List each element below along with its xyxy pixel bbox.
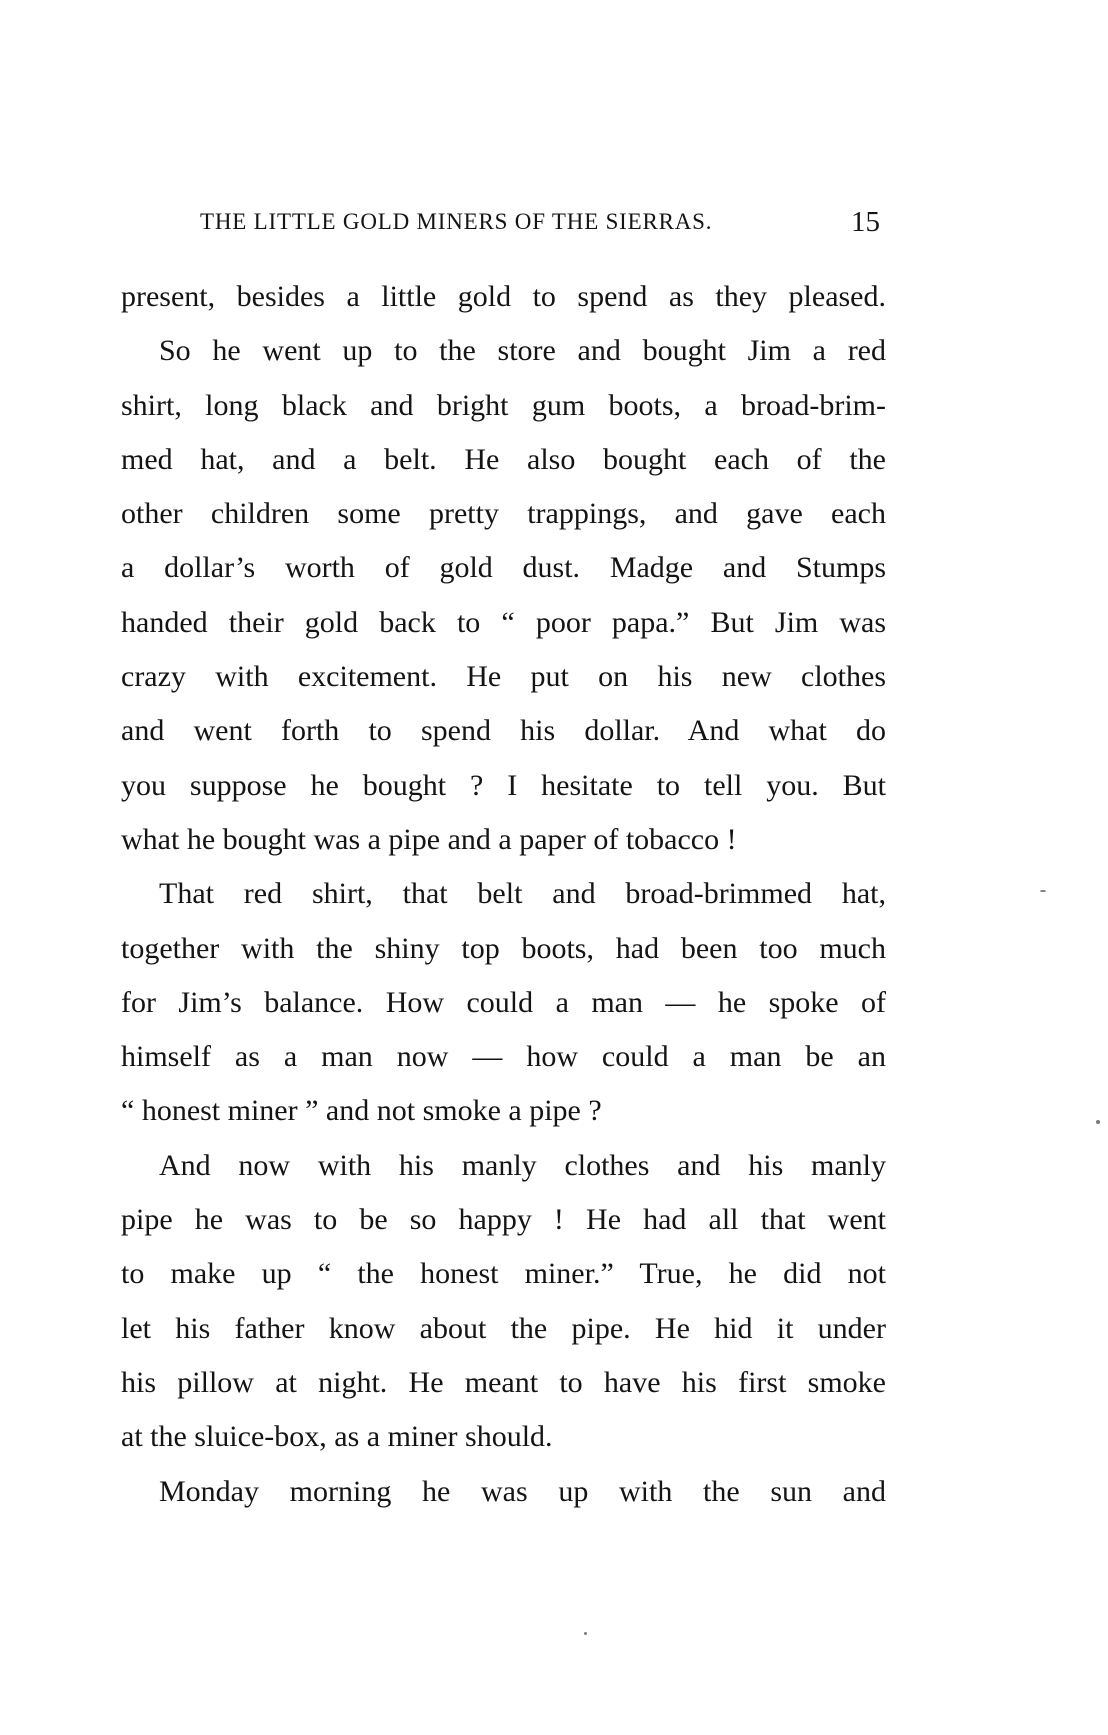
text-line: his pillow at night. He meant to have his first smoke [121, 1365, 886, 1399]
text-line: at the sluice-box, as a miner should. [121, 1420, 553, 1454]
text-line: other children some pretty trappings, and gave each [121, 497, 886, 531]
text-line: Monday morning he was up with the sun and [159, 1474, 886, 1508]
text-line: you suppose he bought ? I hesitate to tell you. But [121, 768, 886, 802]
text-line: present, besides a little gold to spend as they pleased. [121, 280, 886, 313]
text-line: That red shirt, that belt and broad-brimmed hat, [159, 877, 886, 911]
text-line: a dollar’s worth of gold dust. Madge and Stumps [121, 551, 886, 585]
scan-speck [1040, 890, 1046, 892]
body-text [121, 270, 886, 1519]
text-line: handed their gold back to “ poor papa.” But Jim was [121, 605, 886, 639]
scan-speck [1096, 1120, 1100, 1124]
text-line: med hat, and a belt. He also bought each of the [121, 442, 886, 476]
text-line: pipe he was to be so happy ! He had all that went [121, 1203, 886, 1237]
text-line: crazy with excitement. He put on his new clothes [121, 660, 886, 694]
running-title: THE LITTLE GOLD MINERS OF THE SIERRAS. [200, 209, 713, 234]
text-line: and went forth to spend his dollar. And what do [121, 714, 886, 748]
text-line: for Jim’s balance. How could a man — he spoke of [121, 985, 886, 1019]
text-line: So he went up to the store and bought Jim a red [159, 334, 886, 368]
text-line: shirt, long black and bright gum boots, a broad-brim- [121, 388, 886, 422]
text-line: to make up “ the honest miner.” True, he did not [121, 1257, 886, 1291]
page-number: 15 [851, 206, 880, 238]
text-line: And now with his manly clothes and his manly [159, 1148, 886, 1182]
running-head [200, 202, 880, 242]
text-line: together with the shiny top boots, had been too much [121, 931, 886, 965]
text-line: let his father know about the pipe. He hid it under [121, 1311, 886, 1345]
text-line: what he bought was a pipe and a paper of tobacco ! [121, 822, 737, 856]
text-line: himself as a man now — how could a man be an [121, 1040, 886, 1074]
scan-speck [584, 1632, 587, 1635]
text-line: “ honest miner ” and not smoke a pipe ? [121, 1094, 602, 1128]
